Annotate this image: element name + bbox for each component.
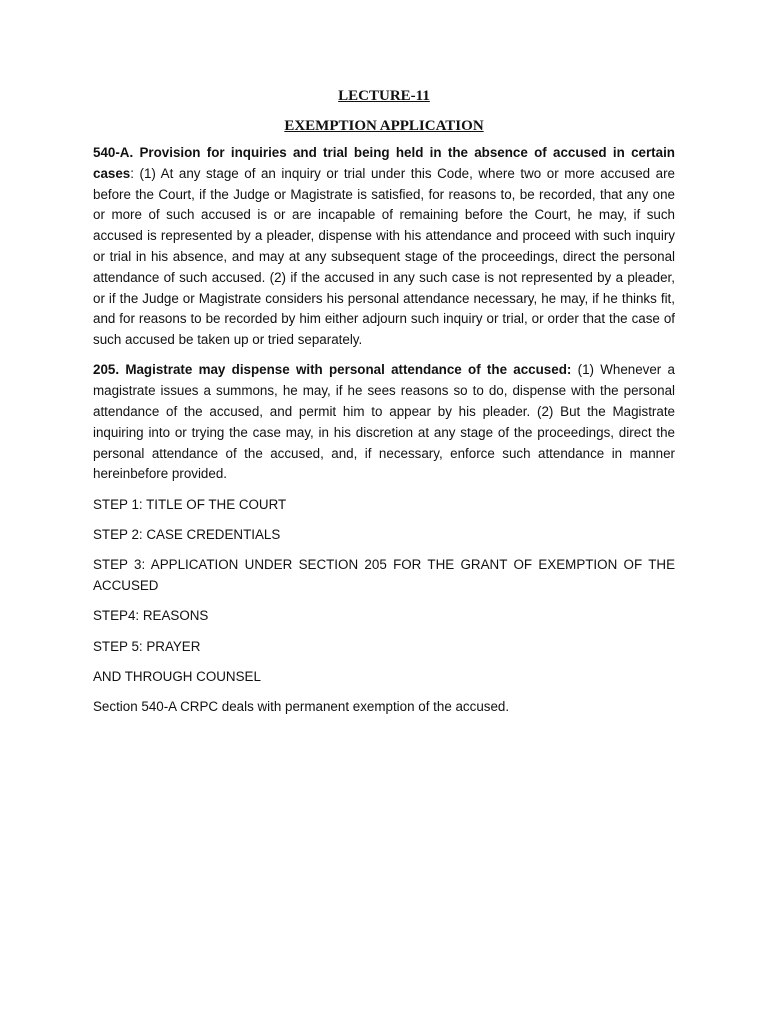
lecture-title: LECTURE-11 [338,88,430,104]
step-4: STEP4: REASONS [93,608,209,624]
section-205-body: (1) Whenever a magistrate issues a summons, he may, if he sees reasons so to do, dispense with the personal attendance of the accused, and permit him to appear by his pleader. (2) But the Magistrate inquiring into or trying the case may, in his discretion at any stage of the proceedings, direct the personal attendance of the accused, and, if necessary, enforce such attendance in manner hereinbefore provided. [93,362,675,482]
section-540a-separator: : [130,165,134,181]
section-540a-heading: 540-A. Provision for inquiries and trial being held in the absence of accused in certain cases [93,145,675,181]
document-subtitle: EXEMPTION APPLICATION [284,118,484,134]
footer-note: Section 540-A CRPC deals with permanent exemption of the accused. [93,699,510,715]
step-1: STEP 1: TITLE OF THE COURT [93,496,287,512]
section-205-paragraph [93,360,675,485]
section-540a-body: (1) At any stage of an inquiry or trial under this Code, where two or more accused are before the Court, if the Judge or Magistrate is satisfied, for reasons to, be recorded, that any one or more of such accused is or are incapable of remaining before the Court, he may, if such accused is represented by a pleader, dispense with his attendance and proceed with such inquiry or trial in his absence, and may at any subsequent stage of the proceedings, direct the personal attendance of such accused. (2) if the accused in any such case is not represented by a pleader, or if the Judge or Magistrate considers his personal attendance necessary, he may, if he thinks fit, and for reasons to be recorded by him either adjourn such inquiry or trial, or order that the case of such accused be taken up or tried separately. [93,165,675,348]
section-205-heading: 205. Magistrate may dispense with personal attendance of the accused: [93,362,572,378]
step-2: STEP 2: CASE CREDENTIALS [93,527,281,543]
through-counsel: AND THROUGH COUNSEL [93,669,261,685]
section-540a-paragraph [93,143,675,351]
document-page [93,86,675,728]
step-3: STEP 3: APPLICATION UNDER SECTION 205 FOR THE GRANT OF EXEMPTION OF THE ACCUSED [93,557,675,594]
step-5: STEP 5: PRAYER [93,638,201,654]
